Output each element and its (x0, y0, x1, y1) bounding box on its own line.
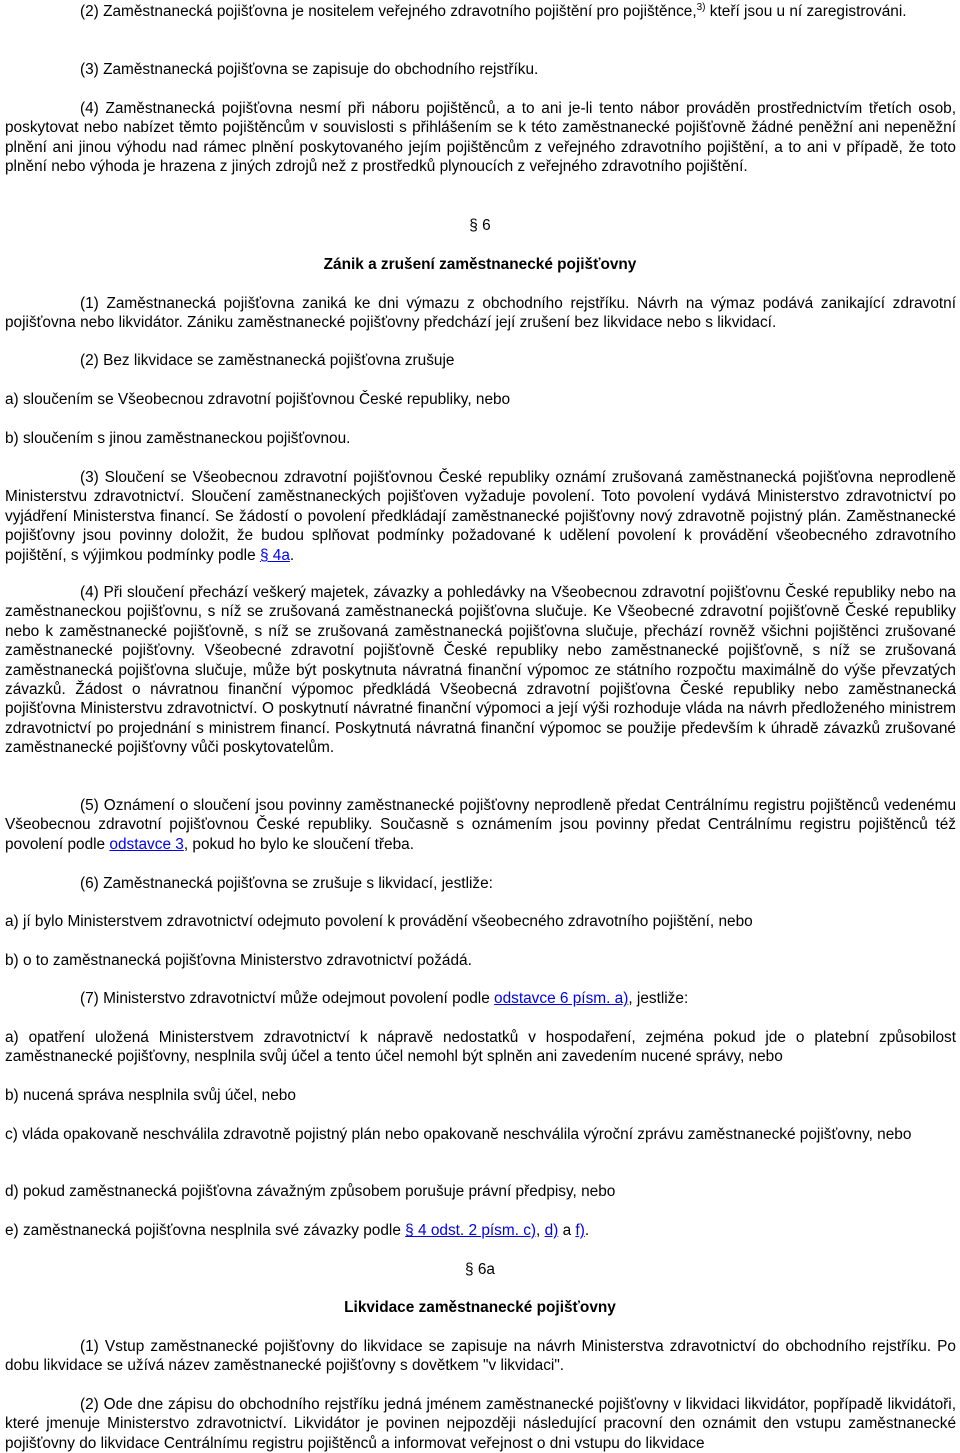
s6-paragraph-5 (5, 796, 956, 854)
s6-paragraph-3-text: (3) Sloučení se Všeobecnou zdravotní pojišťovnou České republiky oznámí zrušovaná zaměstnanecká pojišťovna neprodleně Ministerstvu zdravotnictví. Sloučení zaměstnaneckých pojišťoven vyžaduje povolení. Toto povolení vydává Ministerstvo zdravotnictví po vyjádření Ministerstva financí. Se žádostí o povolení předkládají zaměstnanecké pojišťovny nový zdravotně pojistný plán. Zaměstnanecké pojišťovny jsou povinny doložit, že budou splňovat podmínky požadované k udělení povolení k provádění všeobecného zdravotního pojištění, s výjimkou podmínky podle (5, 469, 956, 564)
s6-item-7e (5, 1221, 956, 1240)
paragraph-2 (5, 2, 956, 21)
s6a-paragraph-2: (2) Ode dne zápisu do obchodního rejstříku jedná jménem zaměstnanecké pojišťovny v likvidaci likvidátor, popřípadě likvidátoři, které jmenuje Ministerstvo zdravotnictví. Likvidátor je povinen nejpozději následující pracovní den oznámit den vstupu zaměstnanecké pojišťovny do likvidace Centrálnímu registru pojištěnců a informovat veřejnost o dni vstupu do likvidace (5, 1396, 956, 1452)
section-6-number: § 6 (469, 217, 491, 234)
s6-item-7e-text: e) zaměstnanecká pojišťovna nesplnila své závazky podle (5, 1222, 406, 1239)
s6-item-6b: b) o to zaměstnanecká pojišťovna Ministerstvo zdravotnictví požádá. (5, 952, 472, 969)
link-section-4a[interactable]: § 4a (259, 546, 290, 564)
s6-paragraph-4: (4) Při sloučení přechází veškerý majetek, závazky a pohledávky na Všeobecnou zdravotní pojišťovnu České republiky nebo na zaměstnaneckou pojišťovnu, s níž se zrušovaná zaměstnanecká pojišťovna slučuje. Ke Všeobecné zdravotní pojišťovně České republiky nebo k zaměstnanecké pojišťovně, s níž se zrušovaná zaměstnanecká pojišťovna slučuje, přechází rovněž všichni pojištěnci zrušované zaměstnanecké pojišťovny. Všeobecné zdravotní pojišťovně České republiky nebo zaměstnanecké pojišťovně, s níž se zrušovaná zaměstnanecká pojišťovna slučuje, může být poskytnuta návratná finanční výpomoc ze státního rozpočtu maximálně do výše převzatých závazků. Žádost o návratnou finanční výpomoc předkládá Všeobecná zdravotní pojišťovna České republiky nebo zaměstnanecká pojišťovna Ministerstvu zdravotnictví. O poskytnutí návratné finanční výpomoci a její výši rozhoduje vláda na návrh předloženého ministrem zdravotnictví po projednání s ministrem financí. Poskytnutá návratná finanční výpomoc se použije především k úhradě závazků zrušované zaměstnanecké pojišťovny vůči poskytovatelům. (5, 584, 956, 757)
s6-item-2b: b) sloučením s jinou zaměstnaneckou pojišťovnou. (5, 430, 351, 447)
s6-item-7b: b) nucená správa nesplnila svůj účel, nebo (5, 1087, 296, 1104)
section-6-title: Zánik a zrušení zaměstnanecké pojišťovny (323, 256, 637, 273)
s6-paragraph-3 (5, 468, 956, 565)
s6-item-7c: c) vláda opakovaně neschválila zdravotně pojistný plán nebo opakovaně neschválila výroční zprávu zaměstnanecké pojišťovny, nebo (5, 1126, 912, 1143)
link-odstavce-3[interactable]: odstavce 3 (109, 835, 184, 853)
link-pism-d[interactable]: d) (544, 1222, 559, 1239)
paragraph-3: (3) Zaměstnanecká pojišťovna se zapisuje do obchodního rejstříku. (80, 61, 539, 78)
s6-paragraph-5-end: , pokud ho bylo ke sloučení třeba. (183, 835, 414, 853)
s6-item-7e-sep1: , (536, 1222, 545, 1239)
s6-item-7a: a) opatření uložená Ministerstvem zdravotnictví k nápravě nedostatků v hospodaření, zejména pokud jde o platební způsobilost zaměstnanecké pojišťovny, nesplnila svůj účel a tento účel nemohl být splněn ani zavedením nucené správy, nebo (5, 1029, 956, 1066)
s6-paragraph-3-end: . (289, 546, 295, 564)
section-6a-title: Likvidace zaměstnanecké pojišťovny (344, 1299, 616, 1316)
link-pism-f[interactable]: f) (575, 1222, 585, 1239)
s6-paragraph-5-text: (5) Oznámení o sloučení jsou povinny zaměstnanecké pojišťovny neprodleně předat Centrálnímu registru pojištěnců vedenému Všeobecnou zdravotní pojišťovnou České republiky. Současně s oznámením jsou povinny předat Centrálnímu registru pojištěnců též povolení podle (5, 797, 956, 853)
paragraph-2-text-end: kteří jsou u ní zaregistrováni. (705, 3, 907, 20)
s6-item-7e-sep2: a (558, 1222, 576, 1239)
link-section-4-odst-2-pism-c[interactable]: § 4 odst. 2 písm. c) (405, 1222, 537, 1239)
s6-paragraph-1: (1) Zaměstnanecká pojišťovna zaniká ke dni výmazu z obchodního rejstříku. Návrh na výmaz podává zanikající zdravotní pojišťovna nebo likvidátor. Zániku zaměstnanecké pojišťovny předchází její zrušení bez likvidace nebo s likvidací. (5, 295, 956, 332)
s6-item-7d: d) pokud zaměstnanecká pojišťovna závažným způsobem porušuje právní předpisy, nebo (5, 1183, 616, 1200)
s6-paragraph-2: (2) Bez likvidace se zaměstnanecká pojišťovna zrušuje (80, 352, 455, 369)
s6-item-7e-end: . (584, 1222, 590, 1239)
paragraph-2-text: (2) Zaměstnanecká pojišťovna je nositelem veřejného zdravotního pojištění pro pojištěnce, (80, 3, 697, 20)
s6-paragraph-7 (5, 989, 956, 1008)
link-odstavce-6-pism-a[interactable]: odstavce 6 písm. a) (494, 990, 629, 1007)
section-6a-number: § 6a (465, 1261, 495, 1278)
s6-paragraph-6: (6) Zaměstnanecká pojišťovna se zrušuje s likvidací, jestliže: (80, 875, 493, 892)
s6-paragraph-7-end: , jestliže: (628, 990, 689, 1007)
s6a-paragraph-1: (1) Vstup zaměstnanecké pojišťovny do likvidace se zapisuje na návrh Ministerstva zdravotnictví do obchodního rejstříku. Po dobu likvidace se užívá název zaměstnanecké pojišťovny s dovětkem "v likvidaci". (5, 1338, 956, 1375)
paragraph-4: (4) Zaměstnanecká pojišťovna nesmí při náboru pojištěnců, a to ani je-li tento nábor prováděn prostřednictvím třetích osob, poskytovat nebo nabízet těmto pojištěncům v souvislosti s přihlášením se k této zaměstnanecké pojišťovně žádné peněžní ani nepeněžní plnění ani jinou výhodu nad rámec plnění poskytovaného jejím pojištěncům z veřejného zdravotního pojištění, a to ani v případě, že toto plnění nebo výhoda je hrazena z jiných zdrojů než z prostředků plynoucích z veřejného zdravotního pojištění. (5, 100, 956, 176)
s6-item-6a: a) jí bylo Ministerstvem zdravotnictví odejmuto povolení k provádění všeobecného zdravotního pojištění, nebo (5, 913, 753, 930)
footnote-ref-3[interactable]: 3) (696, 1, 706, 13)
s6-paragraph-7-text: (7) Ministerstvo zdravotnictví může odejmout povolení podle (80, 990, 495, 1007)
s6-item-2a: a) sloučením se Všeobecnou zdravotní pojišťovnou České republiky, nebo (5, 391, 511, 408)
